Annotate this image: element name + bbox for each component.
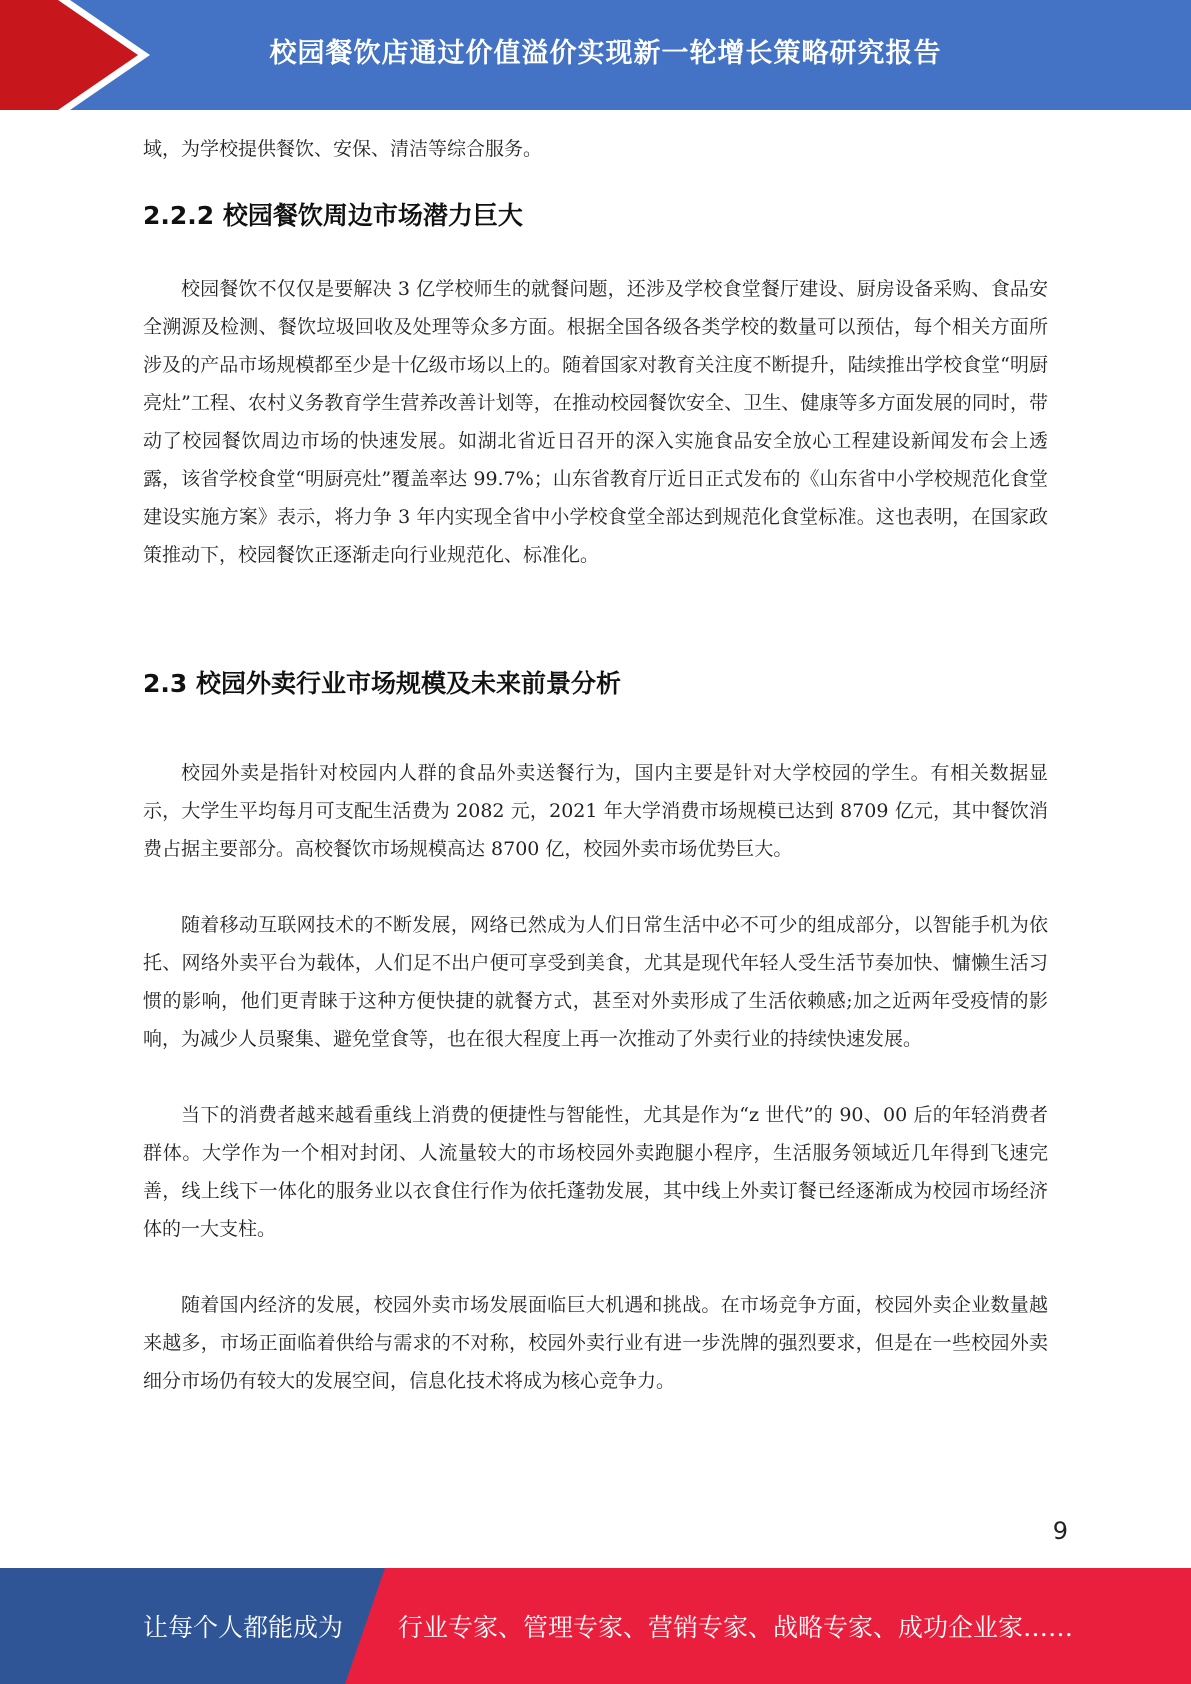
section-2-3-paragraph-3: 当下的消费者越来越看重线上消费的便捷性与智能性，尤其是作为“z 世代”的 90、00 后的年轻消费者群体。大学作为一个相对封闭、人流量较大的市场校园外卖跑腿小程序，生活服务领域近几年得到飞速完善，线上线下一体化的服务业以衣食住行作为依托蓬勃发展，其中线上外卖订餐已经逐渐成为校园市场经济体的一大支柱。 xyxy=(143,1104,1048,1240)
section-2-3-paragraph-2: 随着移动互联网技术的不断发展，网络已然成为人们日常生活中必不可少的组成部分，以智能手机为依托、网络外卖平台为载体，人们足不出户便可享受到美食，尤其是现代年轻人受生活节奏加快、慵懒生活习惯的影响，他们更青睐于这种方便快捷的就餐方式，甚至对外卖形成了生活依赖感;加之近两年受疫情的影响，为减少人员聚集、避免堂食等，也在很大程度上再一次推动了外卖行业的持续快速发展。 xyxy=(143,914,1048,1050)
section-2-3-paragraph-4: 随着国内经济的发展，校园外卖市场发展面临巨大机遇和挑战。在市场竞争方面，校园外卖企业数量越来越多，市场正面临着供给与需求的不对称，校园外卖行业有进一步洗牌的强烈要求，但是在一些校园外卖细分市场仍有较大的发展空间，信息化技术将成为核心竞争力。 xyxy=(143,1294,1048,1392)
section-heading-2-3: 2.3 校园外卖行业市场规模及未来前景分析 xyxy=(143,669,621,698)
intro-line: 域，为学校提供餐饮、安保、清洁等综合服务。 xyxy=(143,138,543,160)
section-2-2-2-paragraph: 校园餐饮不仅仅是要解决 3 亿学校师生的就餐问题，还涉及学校食堂餐厅建设、厨房设备采购、食品安全溯源及检测、餐饮垃圾回收及处理等众多方面。根据全国各级各类学校的数量可以预估，每个相关方面所涉及的产品市场规模都至少是十亿级市场以上的。随着国家对教育关注度不断提升，陆续推出学校食堂“明厨亮灶”工程、农村义务教育学生营养改善计划等，在推动校园餐饮安全、卫生、健康等多方面发展的同时，带动了校园餐饮周边市场的快速发展。如湖北省近日召开的深入实施食品安全放心工程建设新闻发布会上透露，该省学校食堂“明厨亮灶”覆盖率达 99.7%；山东省教育厅近日正式发布的《山东省中小学校规范化食堂建设实施方案》表示，将力争 3 年内实现全省中小学校食堂全部达到规范化食堂标准。这也表明，在国家政策推动下，校园餐饮正逐渐走向行业规范化、标准化。 xyxy=(143,278,1048,566)
section-heading-2-2-2: 2.2.2 校园餐饮周边市场潜力巨大 xyxy=(143,201,523,230)
page-number: 9 xyxy=(1052,1517,1068,1545)
page-footer xyxy=(0,1568,1191,1684)
page-content xyxy=(143,130,1048,1400)
footer-slogan-left: 让每个人都能成为 xyxy=(143,1613,344,1642)
footer-slogan-right: 行业专家、管理专家、营销专家、战略专家、成功企业家…… xyxy=(398,1613,1074,1642)
page-header xyxy=(0,0,1191,110)
section-2-3-paragraph-1: 校园外卖是指针对校园内人群的食品外卖送餐行为，国内主要是针对大学校园的学生。有相关数据显示，大学生平均每月可支配生活费为 2082 元，2021 年大学消费市场规模已达到 8709 亿元，其中餐饮消费占据主要部分。高校餐饮市场规模高达 8700 亿，校园外卖市场优势巨大。 xyxy=(143,762,1048,860)
report-title: 校园餐饮店通过价值溢价实现新一轮增长策略研究报告 xyxy=(269,37,942,69)
